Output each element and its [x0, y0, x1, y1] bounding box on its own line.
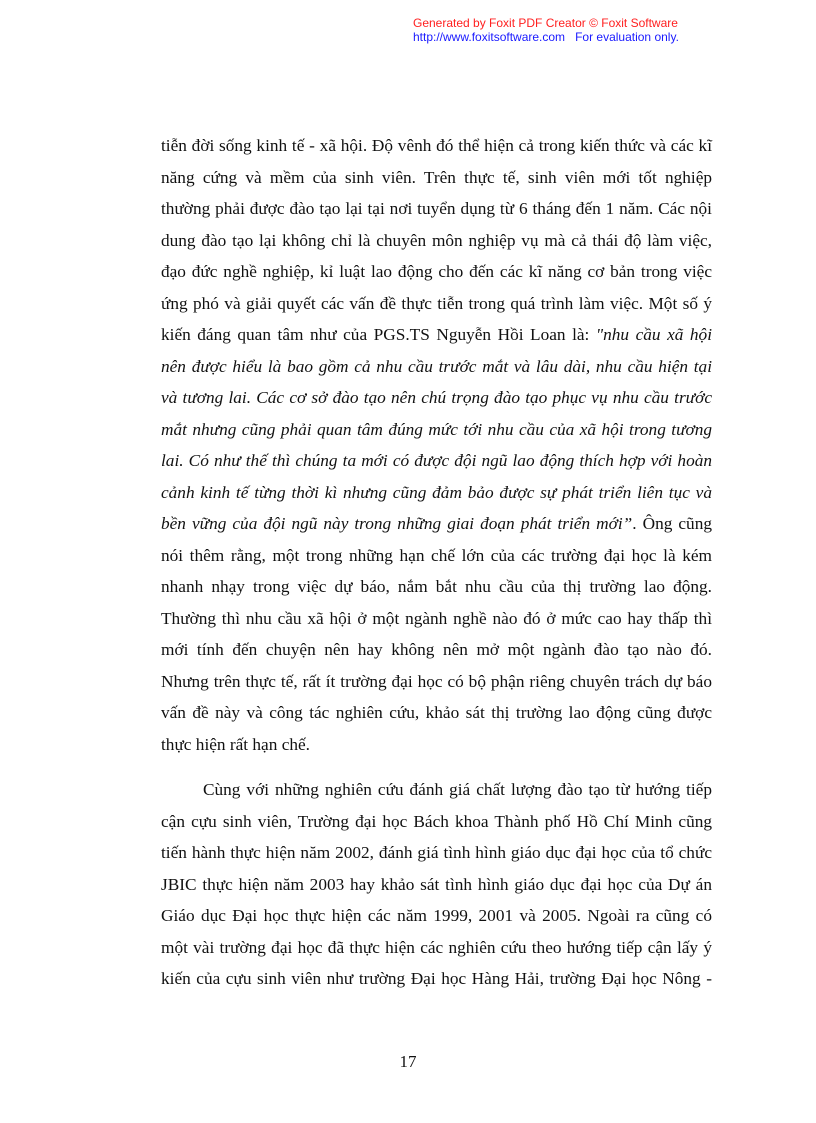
paragraph-1	[161, 130, 712, 760]
watermark-url-link[interactable]: http://www.foxitsoftware.com	[413, 30, 566, 44]
page-number: 17	[399, 1052, 417, 1071]
text-line-quote-end	[161, 508, 712, 540]
text-line: Giáo dục Đại học thực hiện các năm 1999, 2001 và 2005. Ngoài ra cũng có	[161, 906, 712, 925]
watermark-url-line	[413, 30, 679, 44]
quote-line: và tương lai. Các cơ sở đào tạo nên chú trọng đào tạo phục vụ nhu cầu trước	[161, 388, 712, 407]
text-line: thường phải được đào tạo lại tại nơi tuyển dụng từ 6 tháng đến 1 năm. Các nội	[161, 199, 712, 218]
text-line: Nhưng trên thực tế, rất ít trường đại học có bộ phận riêng chuyên trách dự báo	[161, 671, 712, 691]
paragraph-spacer	[161, 760, 712, 774]
text-line: nói thêm rằng, một trong những hạn chế lớn của các trường đại học là kém	[161, 545, 712, 565]
quote-line: lai. Có như thế thì chúng ta mới có được đội ngũ lao động thích hợp với hoàn	[161, 451, 712, 470]
text-line: vấn đề này và công tác nghiên cứu, khảo sát thị trường lao động cũng được	[161, 703, 712, 722]
text-line: mới tính đến chuyện nên hay không nên mở một ngành đào tạo nào đó.	[161, 640, 712, 659]
quote-line: cảnh kinh tế từng thời kì nhưng cũng đảm bảo được sự phát triển liên tục và	[161, 482, 712, 502]
quote-attribution: kiến đáng quan tâm như của PGS.TS Nguyễn Hồi Loan là:	[161, 325, 596, 344]
text-line: tiễn đời sống kinh tế - xã hội. Độ vênh đó thể hiện cả trong kiến thức và các kĩ	[161, 136, 712, 155]
quote-text: bền vững của đội ngũ này trong những giai đoạn phát triển mới”	[161, 514, 633, 533]
watermark-evaluation-note: For evaluation only.	[575, 30, 679, 44]
text-line-quote-start	[161, 319, 712, 351]
text-line: JBIC thực hiện năm 2003 hay khảo sát tình hình giáo dục đại học của Dự án	[161, 874, 712, 894]
text-line: cận cựu sinh viên, Trường đại học Bách khoa Thành phố Hồ Chí Minh cũng	[161, 811, 712, 831]
text-line: kiến của cựu sinh viên như trường Đại học Hàng Hải, trường Đại học Nông -	[161, 969, 712, 988]
quote-line: mắt nhưng cũng phải quan tâm đúng mức tới nhu cầu của xã hội trong tương	[161, 419, 712, 439]
text-line: Thường thì nhu cầu xã hội ở một ngành nghề nào đó ở mức cao hay thấp thì	[161, 608, 712, 628]
watermark-generator-line: Generated by Foxit PDF Creator © Foxit Software	[413, 16, 678, 30]
text-line: năng cứng và mềm của sinh viên. Trên thực tế, sinh viên mới tốt nghiệp	[161, 167, 712, 187]
text-line: ứng phó và giải quyết các vấn đề thực tiễn trong quá trình làm việc. Một số ý	[161, 293, 712, 313]
text-line: dung đào tạo lại không chỉ là chuyên môn nghiệp vụ mà cả thái độ làm việc,	[161, 230, 712, 250]
text-line: Cùng với những nghiên cứu đánh giá chất lượng đào tạo từ hướng tiếp	[203, 780, 712, 799]
foxit-watermark	[413, 16, 679, 44]
paragraph-2	[161, 774, 712, 995]
text-line: thực hiện rất hạn chế.	[161, 734, 310, 754]
text-line: nhanh nhạy trong việc dự báo, nắm bắt nhu cầu của thị trường lao động.	[161, 577, 712, 596]
text-continuation: . Ông cũng	[632, 514, 712, 533]
text-line: tiến hành thực hiện năm 2002, đánh giá tình hình giáo dục đại học của tổ chức	[161, 843, 712, 862]
quote-line: nên được hiểu là bao gồm cả nhu cầu trước mắt và lâu dài, nhu cầu hiện tại	[161, 356, 712, 376]
document-body	[161, 130, 712, 995]
text-line: đạo đức nghề nghiệp, kỉ luật lao động cho đến các kĩ năng cơ bản trong việc	[161, 262, 712, 281]
text-line: một vài trường đại học đã thực hiện các nghiên cứu theo hướng tiếp cận lấy ý	[161, 937, 712, 957]
quote-text: "nhu cầu xã hội	[595, 325, 712, 344]
